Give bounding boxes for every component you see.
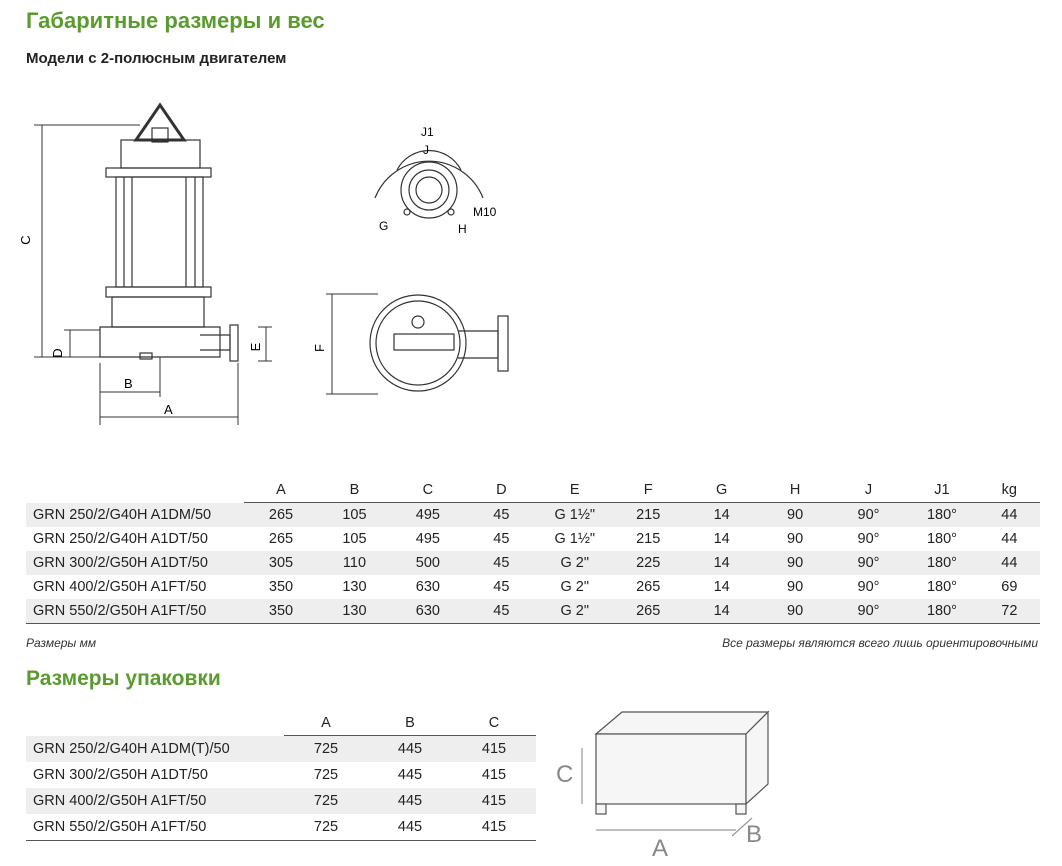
cell: 14 — [685, 551, 758, 575]
dim-label-e: E — [248, 342, 263, 352]
col-header: J — [832, 478, 905, 503]
dim-label-d: D — [50, 348, 65, 358]
cell: 90° — [857, 579, 880, 595]
col-header: C — [452, 711, 536, 736]
cell: 495 — [391, 503, 464, 528]
cell: 45 — [493, 579, 510, 595]
cell: 180° — [926, 531, 957, 547]
table-row — [26, 736, 536, 762]
cell: 69 — [1001, 579, 1018, 595]
col-header: F — [611, 478, 684, 503]
cell: 265 — [611, 599, 684, 624]
model-name: GRN 300/2/G50H A1DT/50 — [33, 766, 208, 783]
cell: G 2" — [538, 551, 611, 575]
table-row — [26, 762, 536, 788]
cell: G 1½" — [538, 503, 611, 528]
box-label-b: B — [746, 821, 763, 848]
model-name: GRN 550/2/G50H A1FT/50 — [26, 814, 284, 841]
cell: 90° — [832, 503, 905, 528]
packaging-table — [26, 711, 536, 841]
cell: 180° — [905, 551, 978, 575]
col-header: H — [758, 478, 831, 503]
cell: 44 — [979, 503, 1040, 528]
cell: 44 — [1001, 531, 1018, 547]
cell: G 1½" — [554, 531, 596, 547]
label-j1: J1 — [421, 125, 434, 139]
disclaimer-note: Все размеры являются всего лишь ориентировочными — [722, 636, 1038, 650]
cell: 445 — [368, 814, 452, 841]
cell: 105 — [342, 531, 367, 547]
model-name: GRN 400/2/G50H A1FT/50 — [33, 579, 207, 595]
cell: 500 — [391, 551, 464, 575]
cell: 90° — [857, 531, 880, 547]
col-header: E — [538, 478, 611, 503]
table-header-row — [26, 711, 536, 736]
packaging-title: Размеры упаковки — [26, 667, 221, 690]
dim-label-a: A — [164, 402, 173, 417]
cell: 90° — [832, 599, 905, 624]
table-row — [26, 788, 536, 814]
model-name: GRN 250/2/G40H A1DT/50 — [33, 531, 208, 547]
flange-detail-drawing — [355, 118, 515, 238]
cell: 180° — [926, 579, 957, 595]
pump-top-view-drawing — [312, 286, 528, 401]
cell: 45 — [493, 531, 510, 547]
cell: 180° — [905, 503, 978, 528]
pump-side-view-drawing — [20, 95, 290, 435]
col-header: C — [391, 478, 464, 503]
model-name: GRN 300/2/G50H A1DT/50 — [26, 551, 244, 575]
col-header: A — [244, 478, 317, 503]
box-label-c: C — [556, 761, 574, 788]
cell: 44 — [979, 551, 1040, 575]
dim-label-f: F — [312, 344, 327, 352]
col-header: kg — [979, 478, 1040, 503]
cell: G 2" — [560, 579, 590, 595]
box-label-a: A — [652, 835, 669, 862]
cell: 725 — [284, 736, 368, 762]
cell: 265 — [268, 531, 294, 547]
cell: 105 — [318, 503, 391, 528]
cell: 14 — [685, 599, 758, 624]
cell: 350 — [268, 579, 294, 595]
cell: 90 — [758, 503, 831, 528]
table-row — [26, 575, 1040, 599]
model-name: GRN 550/2/G50H A1FT/50 — [26, 599, 244, 624]
label-j: J — [423, 143, 429, 157]
cell: 14 — [685, 503, 758, 528]
cell: 90 — [787, 531, 804, 547]
cell: 130 — [342, 579, 367, 595]
cell: 215 — [611, 503, 684, 528]
model-name: GRN 400/2/G50H A1FT/50 — [26, 788, 284, 814]
cell: 90 — [758, 551, 831, 575]
page-title: Габаритные размеры и вес — [26, 8, 325, 33]
table-row — [26, 551, 1040, 575]
cell: 90° — [832, 551, 905, 575]
cell: 110 — [318, 551, 391, 575]
model-name: GRN 250/2/G40H A1DM/50 — [26, 503, 244, 528]
col-header: G — [685, 478, 758, 503]
cell: G 2" — [538, 599, 611, 624]
cell: 90 — [787, 579, 804, 595]
cell: 14 — [713, 531, 730, 547]
cell: 215 — [636, 531, 661, 547]
cell: 265 — [244, 503, 317, 528]
cell: 725 — [284, 788, 368, 814]
cell: 265 — [636, 579, 661, 595]
cell: 45 — [465, 599, 538, 624]
label-g: G — [379, 219, 389, 233]
cell: 630 — [415, 579, 440, 595]
cell: 225 — [611, 551, 684, 575]
units-note: Размеры мм — [26, 636, 97, 650]
cell: 305 — [244, 551, 317, 575]
cell: 14 — [713, 579, 730, 595]
col-header: A — [284, 711, 368, 736]
cell: 45 — [465, 551, 538, 575]
table-row — [26, 814, 536, 841]
dim-label-c: C — [18, 235, 33, 245]
dimensions-table — [26, 478, 1040, 624]
cell: 350 — [244, 599, 317, 624]
cell: 45 — [465, 503, 538, 528]
table-row — [26, 599, 1040, 624]
cell: 415 — [452, 736, 536, 762]
cell: 180° — [905, 599, 978, 624]
cell: 445 — [368, 736, 452, 762]
cell: 725 — [313, 766, 339, 783]
cell: 130 — [318, 599, 391, 624]
dim-label-b: B — [124, 376, 133, 391]
label-h: H — [458, 222, 467, 236]
cell: 72 — [979, 599, 1040, 624]
cell: 630 — [391, 599, 464, 624]
cell: 415 — [481, 766, 507, 783]
cell: 445 — [397, 766, 423, 783]
cell: 415 — [452, 788, 536, 814]
cell: 445 — [368, 788, 452, 814]
col-header: D — [465, 478, 538, 503]
col-header: B — [318, 478, 391, 503]
col-header: B — [368, 711, 452, 736]
table-row — [26, 527, 1040, 551]
packaging-box-drawing — [552, 700, 782, 862]
table-header-row — [26, 478, 1040, 503]
table-row — [26, 503, 1040, 528]
cell: 725 — [284, 814, 368, 841]
page-subtitle: Модели с 2-полюсным двигателем — [26, 50, 287, 67]
model-name: GRN 250/2/G40H A1DM(T)/50 — [26, 736, 284, 762]
cell: 90 — [758, 599, 831, 624]
cell: 495 — [415, 531, 440, 547]
cell: 415 — [452, 814, 536, 841]
col-header: J1 — [905, 478, 978, 503]
label-m10: M10 — [473, 205, 497, 219]
